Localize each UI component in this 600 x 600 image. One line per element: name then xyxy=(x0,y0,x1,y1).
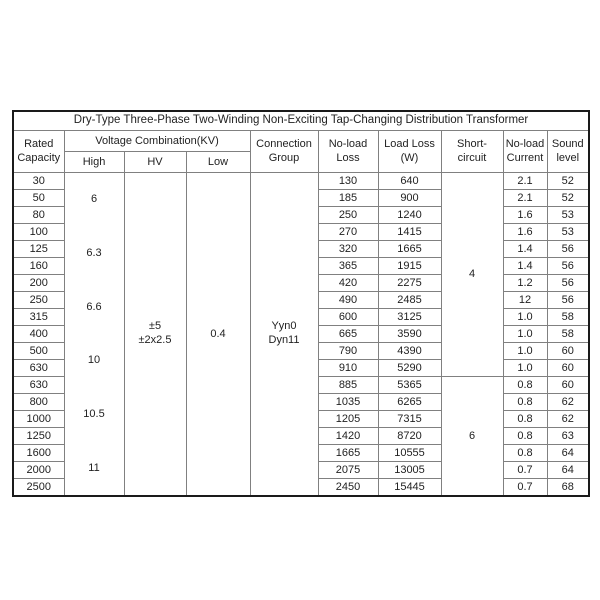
hv-tap-line2: ±2x2.5 xyxy=(138,334,172,346)
cell-short-circuit-upper: 4 xyxy=(441,173,503,377)
cell-sound-level: 58 xyxy=(547,326,589,343)
high-voltage-value: 6.3 xyxy=(86,247,102,260)
cell-no-load-loss: 600 xyxy=(318,309,378,326)
header-connection-group-line2: Group xyxy=(268,151,300,164)
cell-no-load-current: 1.0 xyxy=(503,360,547,377)
high-voltage-stack xyxy=(65,173,124,495)
cell-rated-capacity: 30 xyxy=(13,173,64,190)
cell-no-load-current: 0.8 xyxy=(503,394,547,411)
header-no-load-current xyxy=(503,131,547,173)
cell-no-load-loss: 130 xyxy=(318,173,378,190)
cell-load-loss: 4390 xyxy=(378,343,441,360)
cell-load-loss: 3125 xyxy=(378,309,441,326)
transformer-spec-table-container xyxy=(12,110,588,497)
cell-load-loss: 15445 xyxy=(378,479,441,497)
cell-rated-capacity: 200 xyxy=(13,275,64,292)
cell-no-load-current: 1.0 xyxy=(503,326,547,343)
cell-high-voltage-list xyxy=(64,173,124,497)
cell-load-loss: 8720 xyxy=(378,428,441,445)
cell-sound-level: 62 xyxy=(547,411,589,428)
header-rated-capacity-line2: Capacity xyxy=(17,151,61,164)
cell-rated-capacity: 50 xyxy=(13,190,64,207)
header-sound-level-line1: Sound xyxy=(551,137,584,150)
cell-rated-capacity: 500 xyxy=(13,343,64,360)
header-no-load-loss-line1: No-load xyxy=(328,137,368,150)
cell-no-load-current: 1.6 xyxy=(503,207,547,224)
cell-no-load-current: 1.4 xyxy=(503,241,547,258)
cell-rated-capacity: 1600 xyxy=(13,445,64,462)
hv-tap-line1: ±5 xyxy=(148,320,162,333)
header-load-loss-line2: (W) xyxy=(400,151,419,164)
cell-sound-level: 68 xyxy=(547,479,589,497)
high-voltage-value: 10 xyxy=(87,354,101,367)
cell-no-load-current: 0.8 xyxy=(503,377,547,394)
cell-no-load-current: 1.0 xyxy=(503,309,547,326)
cell-rated-capacity: 630 xyxy=(13,360,64,377)
header-hv: HV xyxy=(124,152,186,173)
header-low: Low xyxy=(186,152,250,173)
connection-group-line2: Dyn11 xyxy=(268,334,300,346)
cell-load-loss: 640 xyxy=(378,173,441,190)
cell-no-load-current: 0.8 xyxy=(503,445,547,462)
cell-sound-level: 64 xyxy=(547,462,589,479)
cell-no-load-loss: 1420 xyxy=(318,428,378,445)
cell-sound-level: 52 xyxy=(547,173,589,190)
cell-no-load-current: 1.0 xyxy=(503,343,547,360)
cell-load-loss: 1240 xyxy=(378,207,441,224)
cell-rated-capacity: 800 xyxy=(13,394,64,411)
header-sound-level-line2: level xyxy=(556,151,580,164)
cell-sound-level: 56 xyxy=(547,241,589,258)
cell-load-loss: 5365 xyxy=(378,377,441,394)
cell-no-load-current: 1.4 xyxy=(503,258,547,275)
cell-load-loss: 1665 xyxy=(378,241,441,258)
cell-load-loss: 5290 xyxy=(378,360,441,377)
table-title: Dry-Type Three-Phase Two-Winding Non-Exciting Tap-Changing Distribution Transformer xyxy=(13,111,589,131)
cell-no-load-current: 12 xyxy=(503,292,547,309)
high-voltage-value: 10.5 xyxy=(83,408,105,420)
header-no-load-loss-line2: Loss xyxy=(336,151,360,164)
cell-load-loss: 3590 xyxy=(378,326,441,343)
cell-rated-capacity: 2500 xyxy=(13,479,64,497)
cell-no-load-current: 0.8 xyxy=(503,411,547,428)
cell-rated-capacity: 100 xyxy=(13,224,64,241)
cell-no-load-current: 0.7 xyxy=(503,479,547,497)
cell-no-load-current: 0.7 xyxy=(503,462,547,479)
cell-load-loss: 1415 xyxy=(378,224,441,241)
cell-rated-capacity: 250 xyxy=(13,292,64,309)
cell-no-load-loss: 2075 xyxy=(318,462,378,479)
cell-sound-level: 56 xyxy=(547,258,589,275)
cell-rated-capacity: 1000 xyxy=(13,411,64,428)
cell-sound-level: 60 xyxy=(547,360,589,377)
header-short-circuit xyxy=(441,131,503,173)
cell-rated-capacity: 2000 xyxy=(13,462,64,479)
cell-sound-level: 60 xyxy=(547,343,589,360)
transformer-spec-table xyxy=(12,110,590,497)
header-no-load-current-line2: Current xyxy=(506,151,544,164)
cell-no-load-current: 0.8 xyxy=(503,428,547,445)
cell-sound-level: 56 xyxy=(547,292,589,309)
header-load-loss-line1: Load Loss xyxy=(384,137,435,150)
cell-sound-level: 58 xyxy=(547,309,589,326)
cell-sound-level: 52 xyxy=(547,190,589,207)
header-short-circuit-line1: Short- xyxy=(457,137,487,150)
header-connection-group xyxy=(250,131,318,173)
header-connection-group-line1: Connection xyxy=(256,137,312,150)
cell-no-load-loss: 490 xyxy=(318,292,378,309)
cell-no-load-loss: 270 xyxy=(318,224,378,241)
header-rated-capacity-line1: Rated xyxy=(24,137,54,150)
header-rated-capacity xyxy=(13,131,64,173)
cell-load-loss: 6265 xyxy=(378,394,441,411)
cell-load-loss: 2275 xyxy=(378,275,441,292)
header-voltage-combination: Voltage Combination(KV) xyxy=(64,131,250,152)
cell-rated-capacity: 125 xyxy=(13,241,64,258)
cell-low-voltage: 0.4 xyxy=(186,173,250,497)
cell-rated-capacity: 160 xyxy=(13,258,64,275)
cell-no-load-loss: 1665 xyxy=(318,445,378,462)
table-row xyxy=(13,173,589,190)
cell-rated-capacity: 80 xyxy=(13,207,64,224)
cell-load-loss: 10555 xyxy=(378,445,441,462)
table-body xyxy=(13,111,589,496)
cell-no-load-loss: 2450 xyxy=(318,479,378,497)
cell-no-load-loss: 790 xyxy=(318,343,378,360)
cell-no-load-loss: 665 xyxy=(318,326,378,343)
cell-no-load-loss: 365 xyxy=(318,258,378,275)
cell-sound-level: 64 xyxy=(547,445,589,462)
cell-sound-level: 56 xyxy=(547,275,589,292)
cell-load-loss: 13005 xyxy=(378,462,441,479)
header-row-primary xyxy=(13,131,589,152)
cell-sound-level: 53 xyxy=(547,207,589,224)
cell-sound-level: 60 xyxy=(547,377,589,394)
cell-no-load-loss: 250 xyxy=(318,207,378,224)
cell-hv-tap-range xyxy=(124,173,186,497)
table-title-row xyxy=(13,111,589,131)
cell-rated-capacity: 315 xyxy=(13,309,64,326)
header-high: High xyxy=(64,152,124,173)
cell-rated-capacity: 400 xyxy=(13,326,64,343)
header-no-load-loss xyxy=(318,131,378,173)
cell-no-load-loss: 320 xyxy=(318,241,378,258)
cell-no-load-current: 1.2 xyxy=(503,275,547,292)
cell-no-load-loss: 910 xyxy=(318,360,378,377)
cell-sound-level: 62 xyxy=(547,394,589,411)
cell-no-load-current: 1.6 xyxy=(503,224,547,241)
cell-load-loss: 1915 xyxy=(378,258,441,275)
cell-rated-capacity: 630 xyxy=(13,377,64,394)
cell-no-load-loss: 885 xyxy=(318,377,378,394)
cell-no-load-loss: 185 xyxy=(318,190,378,207)
header-sound-level xyxy=(547,131,589,173)
high-voltage-value: 6.6 xyxy=(86,300,102,313)
cell-no-load-loss: 1205 xyxy=(318,411,378,428)
high-voltage-value: 6 xyxy=(90,193,98,206)
header-short-circuit-line2: circuit xyxy=(457,151,487,164)
cell-no-load-loss: 1035 xyxy=(318,394,378,411)
cell-load-loss: 7315 xyxy=(378,411,441,428)
header-load-loss xyxy=(378,131,441,173)
connection-group-line1: Yyn0 xyxy=(271,320,297,333)
cell-short-circuit-lower: 6 xyxy=(441,377,503,497)
cell-sound-level: 63 xyxy=(547,428,589,445)
high-voltage-value: 11 xyxy=(88,461,100,474)
cell-connection-group xyxy=(250,173,318,497)
cell-sound-level: 53 xyxy=(547,224,589,241)
cell-rated-capacity: 1250 xyxy=(13,428,64,445)
cell-load-loss: 900 xyxy=(378,190,441,207)
cell-no-load-loss: 420 xyxy=(318,275,378,292)
cell-load-loss: 2485 xyxy=(378,292,441,309)
header-no-load-current-line1: No-load xyxy=(505,137,545,150)
cell-no-load-current: 2.1 xyxy=(503,190,547,207)
cell-no-load-current: 2.1 xyxy=(503,173,547,190)
